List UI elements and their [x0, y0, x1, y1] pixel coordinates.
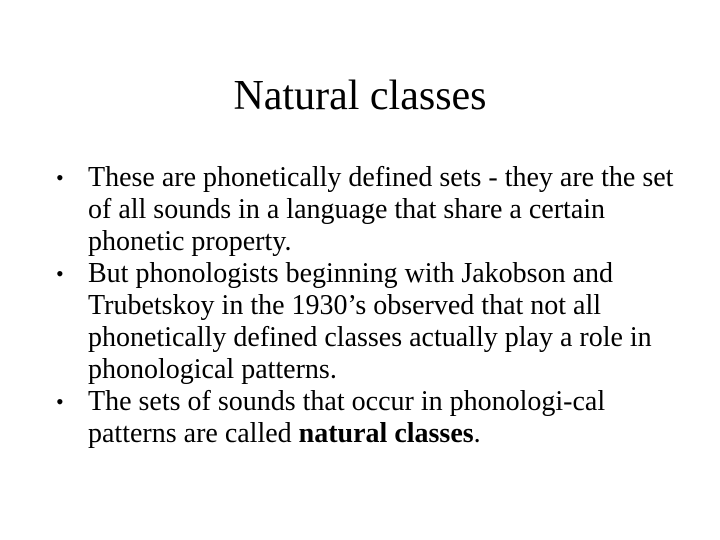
bullet-item	[56, 162, 676, 258]
bullet-text: But phonologists beginning with Jakobson and Trubetskoy in the 1930’s observed that not all phonetically defined classes actually play a role in phonological patterns.	[88, 258, 652, 385]
natural-classes-term: natural classes	[298, 418, 474, 449]
bullet-text: These are phonetically defined sets - they are the set of all sounds in a language that share a certain phonetic property.	[88, 162, 674, 257]
bullet-item	[56, 386, 676, 450]
bullet-list	[56, 162, 676, 450]
bullet-item	[56, 258, 676, 386]
bullet-marker: •	[56, 389, 64, 414]
bullet-marker: •	[56, 165, 64, 190]
bullet-text-after: .	[473, 418, 481, 449]
bullet-text	[88, 386, 605, 449]
bullet-text-before: The sets of sounds that occur in phonologi-cal patterns are called	[88, 386, 606, 449]
slide-title: Natural classes	[233, 73, 487, 119]
bullet-marker: •	[56, 261, 64, 286]
